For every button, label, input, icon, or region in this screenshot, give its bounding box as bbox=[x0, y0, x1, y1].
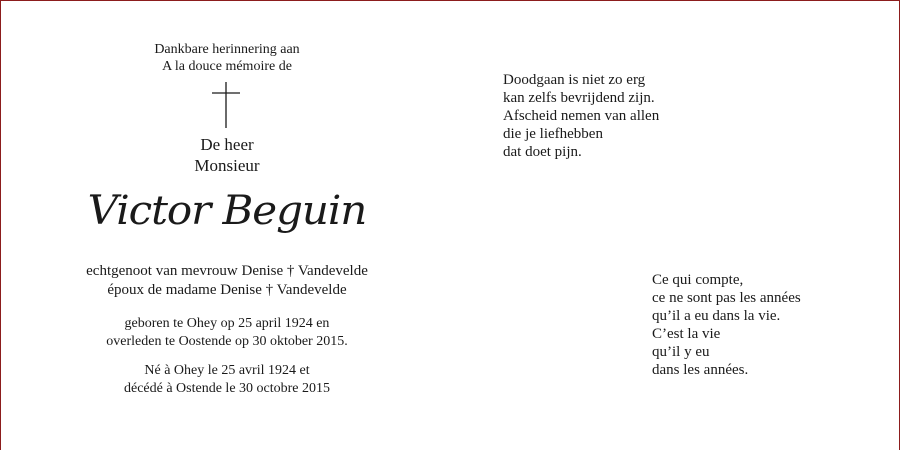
poem-fr-line: ce ne sont pas les années bbox=[652, 290, 801, 306]
cross-icon bbox=[1, 82, 453, 128]
poem-dutch bbox=[503, 71, 659, 161]
poem-fr-line: C’est la vie bbox=[652, 326, 721, 342]
poem-fr-line: qu’il a eu dans la vie. bbox=[652, 308, 781, 324]
poem-nl-line: Afscheid nemen van allen bbox=[503, 108, 660, 124]
deceased-name: Victor Beguin bbox=[87, 188, 367, 234]
poem-fr-line: Ce qui compte, bbox=[652, 272, 744, 288]
death-line-nl: overleden te Oostende op 30 oktober 2015. bbox=[106, 334, 348, 349]
poem-nl-line: Doodgaan is niet zo erg bbox=[503, 72, 646, 88]
intro-text bbox=[1, 41, 453, 75]
dates-french bbox=[1, 362, 453, 398]
honorific-nl: De heer bbox=[200, 135, 254, 154]
intro-line-fr: A la douce mémoire de bbox=[162, 59, 292, 74]
spouse-line-fr: époux de madame Denise † Vandevelde bbox=[107, 282, 347, 298]
poem-nl-line: kan zelfs bevrijdend zijn. bbox=[503, 90, 655, 106]
poem-fr-line: qu’il y eu bbox=[652, 344, 710, 360]
spouse-line-nl: echtgenoot van mevrouw Denise † Vandevelde bbox=[86, 263, 368, 279]
poem-nl-line: dat doet pijn. bbox=[503, 144, 582, 160]
poem-nl-line: die je liefhebben bbox=[503, 126, 603, 142]
birth-line-nl: geboren te Ohey op 25 april 1924 en bbox=[124, 316, 330, 331]
death-line-fr: décédé à Ostende le 30 octobre 2015 bbox=[123, 381, 331, 396]
intro-line-nl: Dankbare herinnering aan bbox=[154, 42, 300, 57]
poem-fr-line: dans les années. bbox=[652, 362, 749, 378]
dates-dutch bbox=[1, 315, 453, 351]
honorific bbox=[1, 134, 453, 176]
honorific-fr: Monsieur bbox=[194, 156, 260, 175]
poem-french bbox=[652, 271, 801, 379]
birth-line-fr: Né à Ohey le 25 avril 1924 et bbox=[144, 363, 310, 378]
spouse-info bbox=[1, 262, 453, 300]
